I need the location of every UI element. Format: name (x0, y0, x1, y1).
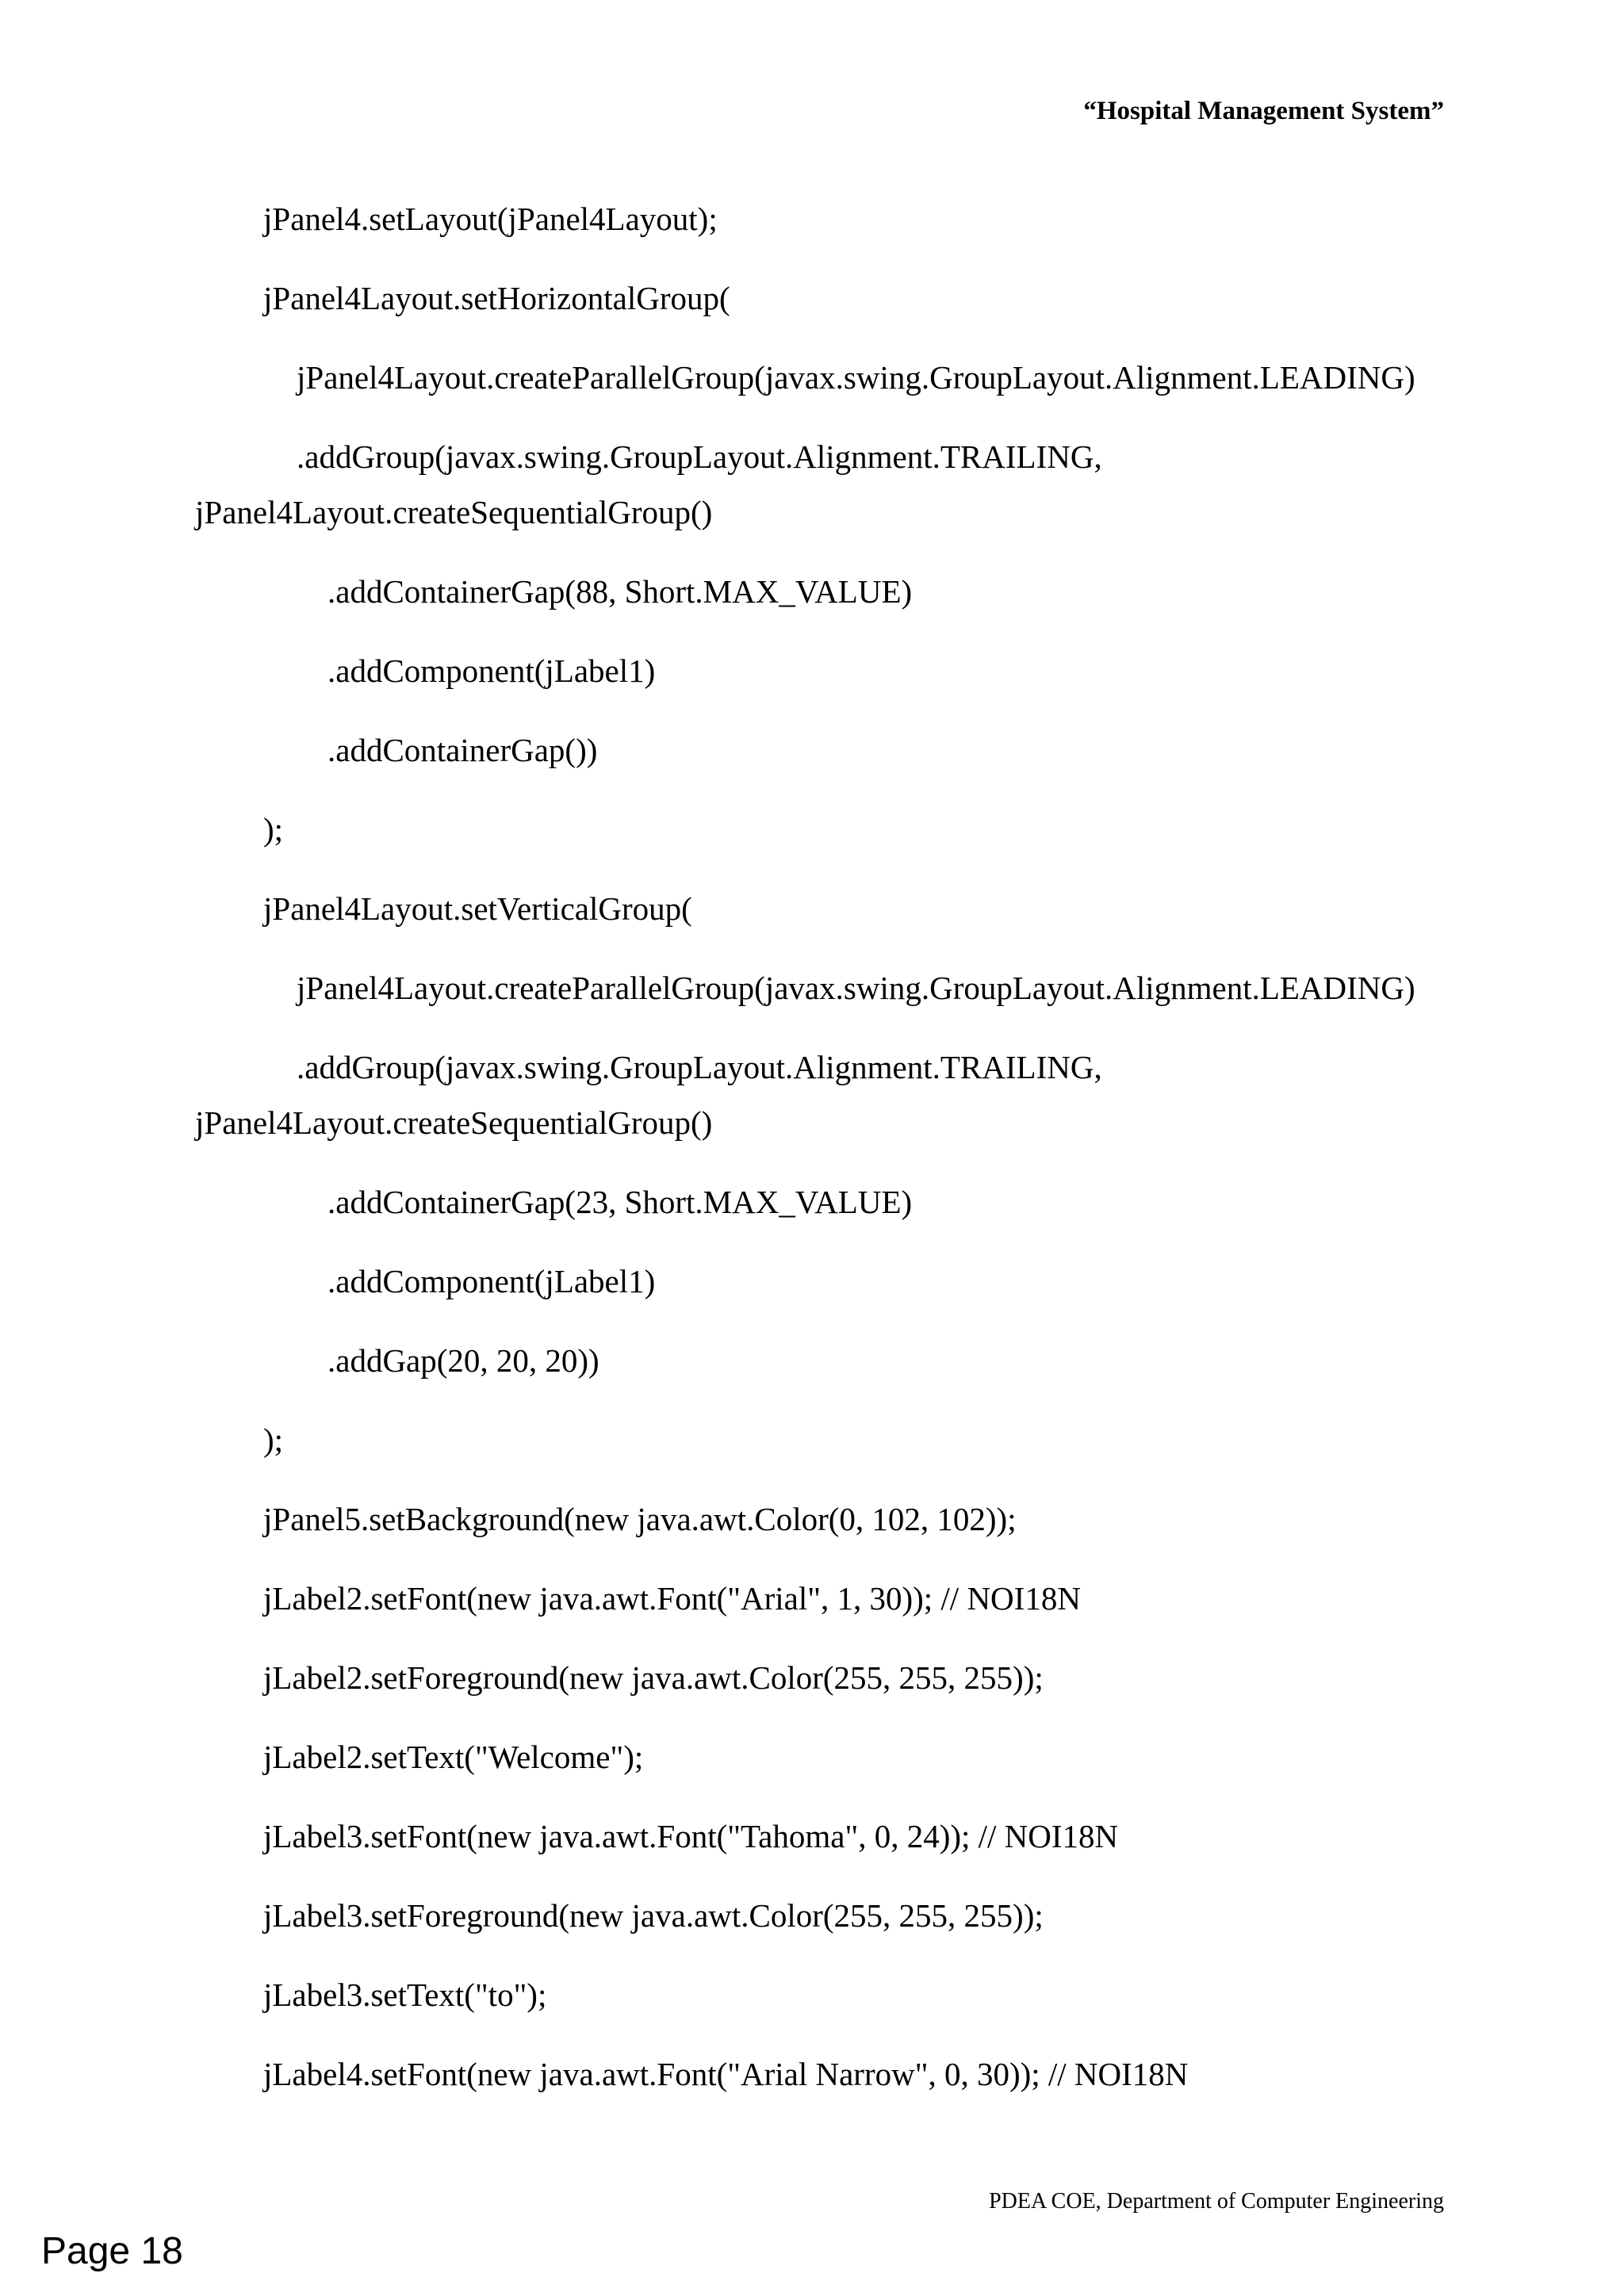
code-line: jPanel4Layout.createParallelGroup(javax.swing.GroupLayout.Alignment.LEADING) (297, 359, 1415, 396)
code-line: ); (263, 1422, 284, 1458)
code-line: jLabel2.setFont(new java.awt.Font("Arial", 1, 30)); // NOI18N (263, 1580, 1081, 1617)
page-number: Page 18 (41, 2230, 183, 2272)
code-line: jPanel4Layout.setHorizontalGroup( (263, 280, 730, 316)
page-footer-department: PDEA COE, Department of Computer Engineering (989, 2189, 1444, 2214)
code-line: .addContainerGap(88, Short.MAX_VALUE) (327, 573, 913, 610)
code-line: jLabel2.setText("Welcome"); (263, 1739, 644, 1775)
code-line: jPanel5.setBackground(new java.awt.Color(0, 102, 102)); (263, 1501, 1017, 1537)
code-line: jLabel3.setText("to"); (263, 1976, 547, 2013)
code-line: ); (263, 811, 284, 848)
page-header-title: “Hospital Management System” (1083, 97, 1444, 125)
code-line: jPanel4Layout.setVerticalGroup( (263, 890, 692, 927)
code-line: jPanel4Layout.createSequentialGroup() (195, 1104, 713, 1141)
code-line: jLabel4.setFont(new java.awt.Font("Arial Narrow", 0, 30)); // NOI18N (263, 2056, 1189, 2092)
code-line: jLabel2.setForeground(new java.awt.Color(255, 255, 255)); (263, 1659, 1044, 1696)
code-line: jPanel4Layout.createSequentialGroup() (195, 494, 713, 530)
code-line: jLabel3.setFont(new java.awt.Font("Tahoma", 0, 24)); // NOI18N (263, 1818, 1119, 1854)
code-line: .addContainerGap()) (327, 732, 598, 768)
code-line: .addContainerGap(23, Short.MAX_VALUE) (327, 1184, 913, 1220)
code-line: .addComponent(jLabel1) (327, 652, 656, 689)
code-line: .addComponent(jLabel1) (327, 1263, 656, 1299)
code-line: .addGap(20, 20, 20)) (327, 1342, 599, 1379)
code-line: .addGroup(javax.swing.GroupLayout.Alignment.TRAILING, (297, 438, 1102, 475)
code-line: .addGroup(javax.swing.GroupLayout.Alignment.TRAILING, (297, 1049, 1102, 1085)
code-line: jPanel4Layout.createParallelGroup(javax.swing.GroupLayout.Alignment.LEADING) (297, 970, 1415, 1006)
code-line: jLabel3.setForeground(new java.awt.Color(255, 255, 255)); (263, 1897, 1044, 1934)
code-line: jPanel4.setLayout(jPanel4Layout); (263, 201, 718, 237)
